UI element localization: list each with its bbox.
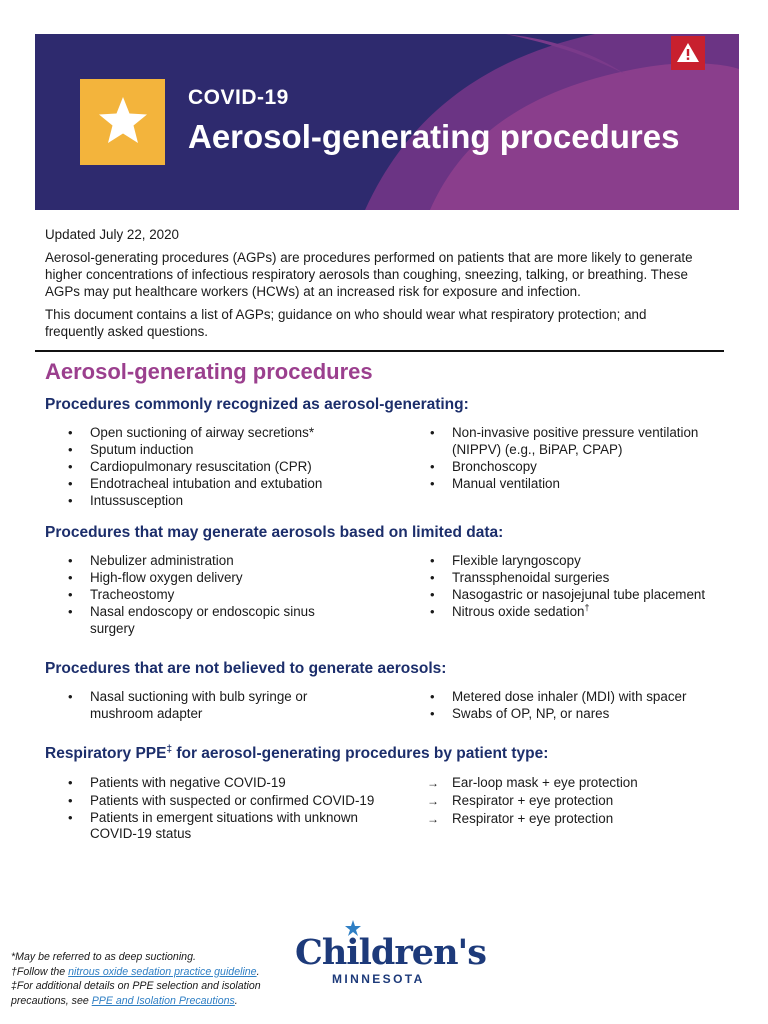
nitrous-oxide-label: Nitrous oxide sedation [452, 604, 585, 619]
ppe-heading-post: for aerosol-generating procedures by patient type: [172, 745, 549, 762]
non-aerosol-heading: Procedures that are not believed to generate aerosols: [45, 660, 447, 677]
list-item: • Swabs of OP, NP, or nares [427, 705, 727, 722]
list-item: • Patients with negative COVID-19 [65, 774, 385, 792]
footnote-double-dagger [11, 979, 291, 1008]
list-item: • Sputum induction [65, 441, 395, 458]
list-item: • Nasogastric or nasojejunal tube placement [427, 586, 727, 603]
list-item [427, 603, 727, 620]
limited-data-right-list [427, 552, 727, 620]
footnote-dagger-end: . [256, 965, 260, 978]
patient-type-list [65, 774, 385, 842]
list-item: • Transsphenoidal surgeries [427, 569, 727, 586]
list-item: • Non-invasive positive pressure ventilation (NIPPV) (e.g., BiPAP, CPAP) [427, 424, 727, 458]
footnote-dagger [11, 965, 291, 980]
list-item: • Nebulizer administration [65, 552, 355, 569]
ppe-heading [45, 745, 548, 763]
list-item: • Nasal suctioning with bulb syringe or mushroom adapter [65, 688, 345, 722]
section-divider [35, 350, 724, 352]
non-aerosol-right-list [427, 688, 727, 722]
ppe-heading-pre: Respiratory PPE [45, 745, 167, 762]
updated-date: Updated July 22, 2020 [45, 227, 180, 242]
warning-triangle-icon [676, 41, 700, 65]
limited-data-left-list [65, 552, 355, 637]
dagger-mark: † [584, 602, 590, 613]
common-procedures-right-list [427, 424, 727, 492]
limited-data-heading: Procedures that may generate aerosols based on limited data: [45, 524, 504, 541]
footnote-asterisk: *May be referred to as deep suctioning. [11, 951, 196, 963]
page-title: Aerosol-generating procedures [188, 118, 680, 155]
logo-wordmark: Children's [295, 932, 486, 973]
non-aerosol-left-list [65, 688, 345, 722]
list-item: • Flexible laryngoscopy [427, 552, 727, 569]
list-item: • High-flow oxygen delivery [65, 569, 355, 586]
common-procedures-left-list [65, 424, 395, 509]
common-procedures-heading: Procedures commonly recognized as aerosol-generating: [45, 396, 469, 413]
ppe-isolation-link[interactable]: PPE and Isolation Precautions [91, 994, 235, 1007]
document-summary: This document contains a list of AGPs; guidance on who should wear what respiratory protection; and frequently asked questions. [45, 307, 647, 339]
double-dagger-mark: ‡ [166, 743, 173, 755]
footnotes [11, 950, 291, 1008]
section-title: Aerosol-generating procedures [45, 359, 373, 384]
star-badge [80, 79, 165, 165]
list-item: • Intussusception [65, 492, 395, 509]
list-item: • Cardiopulmonary resuscitation (CPR) [65, 458, 395, 475]
list-item: • Open suctioning of airway secretions* [65, 424, 395, 441]
banner-kicker: COVID-19 [188, 86, 289, 109]
footnote-dagger-text: †Follow the [11, 965, 69, 978]
list-item: → Respirator + eye protection [427, 810, 727, 828]
list-item: • Endotracheal intubation and extubation [65, 475, 395, 492]
list-item: • Bronchoscopy [427, 458, 727, 475]
list-item: • Patients with suspected or confirmed COVID-19 [65, 792, 385, 810]
list-item: • Metered dose inhaler (MDI) with spacer [427, 688, 727, 705]
intro-paragraph: Aerosol-generating procedures (AGPs) are procedures performed on patients that are more likely to generate higher concentrations of infectious respiratory aerosols than coughing, sneezing, talking, or breathing. These AGPs may put healthcare workers (HCWs) at an increased risk for exposure and infection. [45, 250, 693, 299]
star-icon [97, 95, 149, 147]
nitrous-oxide-guideline-link[interactable]: nitrous oxide sedation practice guideline [68, 965, 257, 978]
list-item: • Patients in emergent situations with unknown COVID-19 status [65, 810, 385, 842]
footnote-double-dagger-text: ‡For additional details on PPE selection and isolation precautions, see [11, 980, 261, 1007]
list-item: • Nasal endoscopy or endoscopic sinus surgery [65, 603, 355, 637]
childrens-minnesota-logo [295, 920, 485, 990]
footnote-double-dagger-end: . [234, 994, 238, 1007]
logo-subtitle: MINNESOTA [332, 972, 425, 986]
list-item: → Ear-loop mask + eye protection [427, 774, 727, 792]
alert-badge [671, 36, 705, 70]
list-item: → Respirator + eye protection [427, 792, 727, 810]
list-item: • Manual ventilation [427, 475, 727, 492]
ppe-requirement-list [427, 774, 727, 828]
list-item: • Tracheostomy [65, 586, 355, 603]
